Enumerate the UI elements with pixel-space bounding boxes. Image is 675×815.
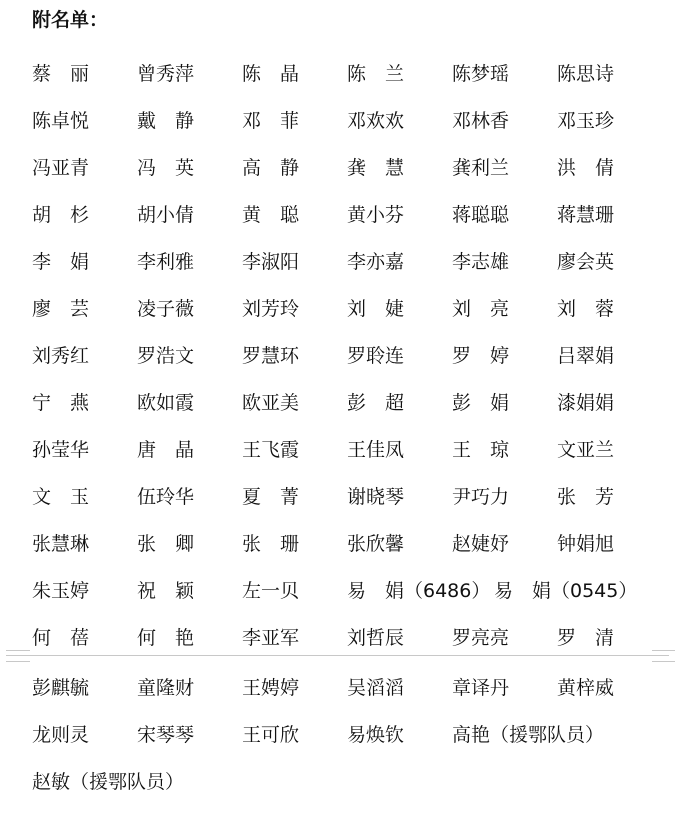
name-row (32, 191, 672, 238)
name-cell: 李淑阳 (242, 250, 300, 273)
name-row (32, 144, 672, 191)
name-cell: 王佳凤 (347, 438, 405, 461)
name-cell: 黄 聪 (242, 203, 300, 226)
name-cell: 龚利兰 (452, 156, 510, 179)
name-cell: 刘哲辰 (347, 626, 405, 649)
name-cell: 彭 超 (347, 391, 405, 414)
name-cell: 高艳（援鄂队员） (452, 723, 605, 746)
name-cell: 李志雄 (452, 250, 510, 273)
name-cell: 蒋聪聪 (452, 203, 510, 226)
name-cell: 罗 清 (557, 626, 615, 649)
name-cell: 赵敏（援鄂队员） (32, 770, 185, 793)
name-row (32, 711, 672, 758)
name-cell: 夏 菁 (242, 485, 300, 508)
name-cell: 邓 菲 (242, 109, 300, 132)
name-cell: 张欣馨 (347, 532, 405, 555)
name-cell: 陈 兰 (347, 62, 405, 85)
name-cell: 欧亚美 (242, 391, 300, 414)
name-cell: 易 娟（0545） (494, 579, 638, 602)
name-cell: 刘 亮 (452, 297, 510, 320)
name-row (32, 614, 672, 661)
name-cell: 曾秀萍 (137, 62, 195, 85)
name-cell: 邓玉珍 (557, 109, 615, 132)
name-cell: 胡小倩 (137, 203, 195, 226)
name-cell: 张慧琳 (32, 532, 90, 555)
name-cell: 童隆财 (137, 676, 195, 699)
name-cell: 王娉婷 (242, 676, 300, 699)
list-title: 附名单： (32, 9, 109, 31)
name-cell: 冯 英 (137, 156, 195, 179)
name-cell: 刘秀红 (32, 344, 90, 367)
name-cell: 罗 婷 (452, 344, 510, 367)
name-cell: 唐 晶 (137, 438, 195, 461)
name-cell: 罗慧环 (242, 344, 300, 367)
name-cell: 张 珊 (242, 532, 300, 555)
name-cell: 宋琴琴 (137, 723, 195, 746)
name-row (32, 285, 672, 332)
name-cell: 彭 娟 (452, 391, 510, 414)
name-cell: 王飞霞 (242, 438, 300, 461)
name-row (32, 379, 672, 426)
name-cell: 廖会英 (557, 250, 615, 273)
divider-right-marker (652, 650, 675, 662)
name-cell: 戴 静 (137, 109, 195, 132)
name-cell: 赵婕妤 (452, 532, 510, 555)
name-cell: 宁 燕 (32, 391, 90, 414)
name-cell: 蔡 丽 (32, 62, 90, 85)
name-cell: 黄小芬 (347, 203, 405, 226)
name-cell: 罗聆连 (347, 344, 405, 367)
name-row (32, 426, 672, 473)
name-cell: 文 玉 (32, 485, 90, 508)
name-row (32, 473, 672, 520)
name-cell: 胡 杉 (32, 203, 90, 226)
name-cell: 陈 晶 (242, 62, 300, 85)
name-row (32, 238, 672, 285)
name-cell: 洪 倩 (557, 156, 615, 179)
name-cell: 龚 慧 (347, 156, 405, 179)
name-cell: 邓林香 (452, 109, 510, 132)
name-cell: 易 娟（6486） (347, 579, 491, 602)
name-cell: 陈思诗 (557, 62, 615, 85)
name-cell: 尹巧力 (452, 485, 510, 508)
page-break-divider (6, 655, 669, 656)
name-row (32, 50, 672, 97)
name-cell: 刘芳玲 (242, 297, 300, 320)
name-cell: 廖 芸 (32, 297, 90, 320)
name-cell: 陈梦瑶 (452, 62, 510, 85)
name-row (32, 758, 672, 805)
name-row (32, 520, 672, 567)
name-cell: 左一贝 (242, 579, 300, 602)
name-cell: 何 蓓 (32, 626, 90, 649)
name-cell: 文亚兰 (557, 438, 615, 461)
name-cell: 刘 蓉 (557, 297, 615, 320)
name-cell: 冯亚青 (32, 156, 90, 179)
name-row (32, 567, 672, 614)
name-cell: 吴滔滔 (347, 676, 405, 699)
name-cell: 易焕钦 (347, 723, 405, 746)
name-cell: 祝 颖 (137, 579, 195, 602)
name-cell: 罗浩文 (137, 344, 195, 367)
name-cell: 漆娟娟 (557, 391, 615, 414)
name-cell: 罗亮亮 (452, 626, 510, 649)
name-cell: 陈卓悦 (32, 109, 90, 132)
name-cell: 李利雅 (137, 250, 195, 273)
name-row (32, 664, 672, 711)
name-cell: 王 琼 (452, 438, 510, 461)
name-cell: 钟娟旭 (557, 532, 615, 555)
name-cell: 张 卿 (137, 532, 195, 555)
name-cell: 蒋慧珊 (557, 203, 615, 226)
name-cell: 朱玉婷 (32, 579, 90, 602)
name-cell: 孙莹华 (32, 438, 90, 461)
name-row (32, 97, 672, 144)
name-cell: 谢晓琴 (347, 485, 405, 508)
name-row (32, 332, 672, 379)
divider-left-marker (6, 650, 30, 662)
name-cell: 彭麒毓 (32, 676, 90, 699)
name-cell: 李亦嘉 (347, 250, 405, 273)
name-list-bottom (32, 664, 672, 805)
name-cell: 伍玲华 (137, 485, 195, 508)
name-cell: 吕翠娟 (557, 344, 615, 367)
name-cell: 欧如霞 (137, 391, 195, 414)
name-cell: 高 静 (242, 156, 300, 179)
name-cell: 邓欢欢 (347, 109, 405, 132)
name-cell: 王可欣 (242, 723, 300, 746)
name-cell: 刘 婕 (347, 297, 405, 320)
name-cell: 黄梓威 (557, 676, 615, 699)
name-cell: 何 艳 (137, 626, 195, 649)
name-list-top (32, 50, 672, 661)
name-cell: 龙则灵 (32, 723, 90, 746)
name-cell: 章译丹 (452, 676, 510, 699)
name-cell: 张 芳 (557, 485, 615, 508)
name-cell: 李亚军 (242, 626, 300, 649)
name-cell: 凌子薇 (137, 297, 195, 320)
name-cell: 李 娟 (32, 250, 90, 273)
